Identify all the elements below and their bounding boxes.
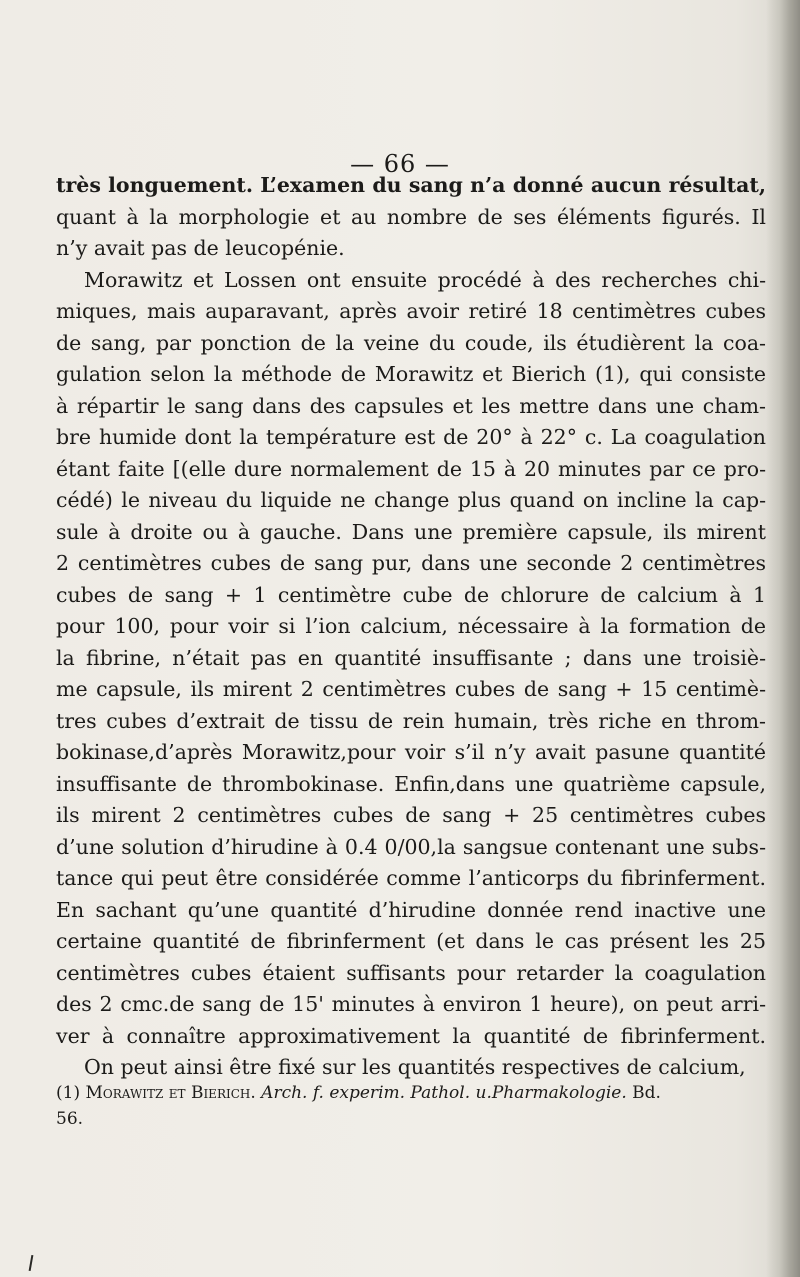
page-edge-shadow	[766, 0, 800, 1277]
text-line: tres cubes d’extrait de tissu de rein humain, très riche en throm-	[56, 708, 766, 733]
text-line: quant à la morphologie et au nombre de ses éléments figurés. Il	[56, 204, 766, 229]
text-line: pour 100, pour voir si l’ion calcium, nécessaire à la formation de	[56, 614, 766, 638]
text-line: de sang, par ponction de la veine du coude, ils étudièrent la coa-	[56, 330, 766, 355]
text-line: cubes de sang + 1 centimètre cube de chlorure de calcium à 1	[56, 582, 766, 607]
text-line: cédé) le niveau du liquide ne change plus quand on incline la cap-	[56, 488, 766, 512]
text-line: très longuement. L’examen du sang n’a donné aucun résultat,	[56, 173, 766, 197]
text-line: sule à droite ou à gauche. Dans une première capsule, ils mirent	[56, 519, 766, 544]
footnote-marker: (1)	[56, 1083, 81, 1103]
footnote-authors: Morawitz et Bierich.	[85, 1083, 256, 1103]
footnote-continuation: 56.	[56, 1109, 84, 1129]
text-line: 2 centimètres cubes de sang pur, dans une seconde 2 centimètres	[56, 551, 766, 575]
text-line: à répartir le sang dans des capsules et les mettre dans une cham-	[56, 393, 766, 418]
text-line: bokinase,d’après Morawitz,pour voir s’il n’y avait pasune quantité	[56, 740, 766, 764]
text-line: gulation selon la méthode de Morawitz et Bierich (1), qui consiste	[56, 362, 766, 386]
text-line: bre humide dont la température est de 20° à 22° c. La coagulation	[56, 425, 766, 449]
text-line: la fibrine, n’était pas en quantité insuffisante ; dans une troisiè-	[56, 645, 766, 670]
footnote-journal: Arch. f. experim. Pathol. u.Pharmakologie.	[261, 1083, 627, 1103]
text-line: n’y avait pas de leucopénie.	[56, 236, 345, 260]
text-line: me capsule, ils mirent 2 centimètres cubes de sang + 15 centimè-	[56, 677, 766, 701]
text-line: ver à connaître approximativement la quantité de fibrinferment.	[56, 1023, 766, 1048]
body-text	[56, 170, 766, 1084]
text-line: insuffisante de thrombokinase. Enfin,dans une quatrième capsule,	[56, 771, 766, 796]
text-line: On peut ainsi être fixé sur les quantités respectives de calcium,	[84, 1055, 746, 1079]
text-line: centimètres cubes étaient suffisants pour retarder la coagulation	[56, 960, 766, 985]
text-line: Morawitz et Lossen ont ensuite procédé à des recherches chi-	[84, 267, 766, 292]
footnote-line	[56, 1080, 766, 1106]
text-line: En sachant qu’une quantité d’hirudine donnée rend inactive une	[56, 897, 766, 922]
text-line: étant faite [(elle dure normalement de 15 à 20 minutes par ce pro-	[56, 456, 766, 481]
text-line: tance qui peut être considérée comme l’anticorps du fibrinferment.	[56, 866, 766, 890]
page-number: — 66 —	[350, 150, 450, 178]
text-line: ils mirent 2 centimètres cubes de sang + 25 centimètres cubes	[56, 803, 766, 827]
footnote-volume: Bd.	[632, 1083, 661, 1103]
text-line: miques, mais auparavant, après avoir retiré 18 centimètres cubes	[56, 299, 766, 323]
text-line: certaine quantité de fibrinferment (et dans le cas présent les 25	[56, 929, 766, 953]
footnote	[56, 1080, 766, 1132]
text-line: d’une solution d’hirudine à 0.4 0/00,la sangsue contenant une subs-	[56, 834, 766, 859]
text-line: des 2 cmc.de sang de 15' minutes à environ 1 heure), on peut arri-	[56, 992, 766, 1016]
